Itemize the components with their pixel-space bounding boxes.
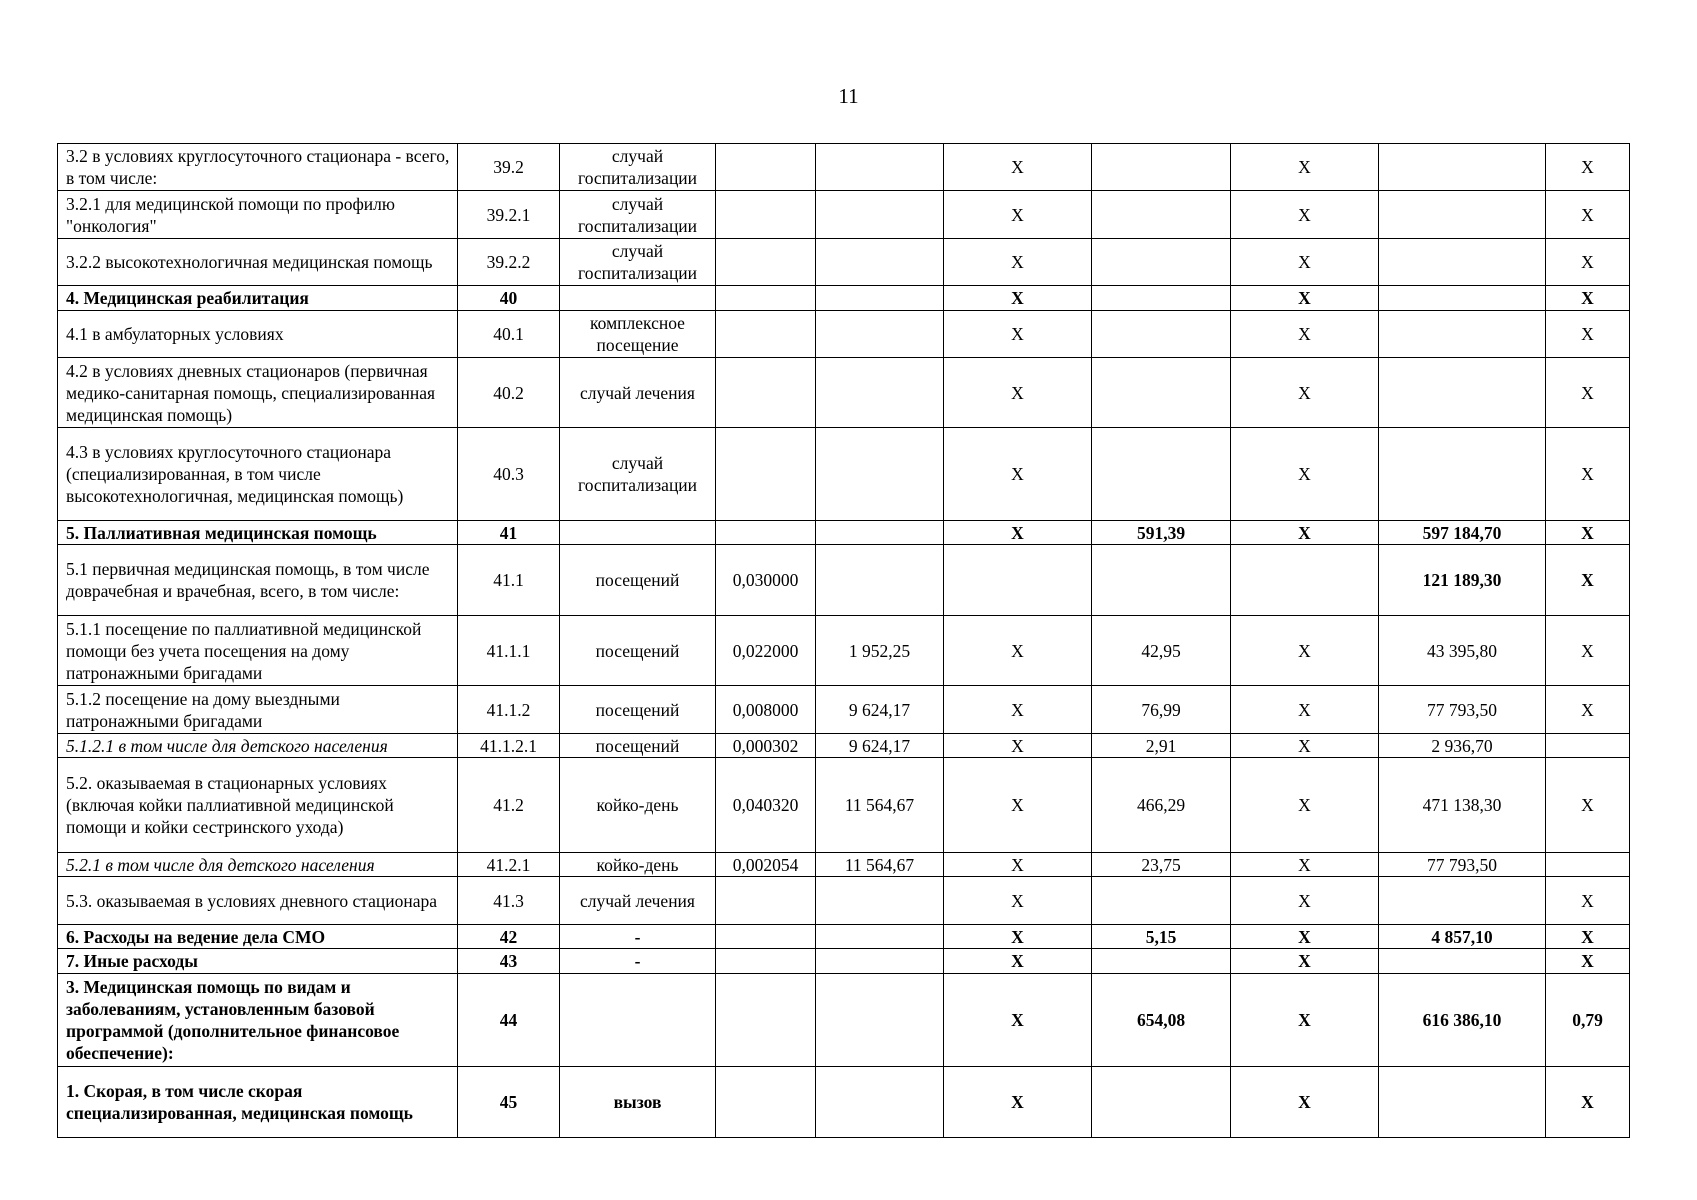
cell-unit: койко-день (560, 758, 716, 853)
cell-budget-total: Х (1231, 853, 1379, 877)
cell-budget-per-capita: Х (944, 734, 1092, 758)
cell-unit: случай госпитализации (560, 428, 716, 521)
cell-name: 5.1.2.1 в том числе для детского населения (58, 734, 458, 758)
cell-budget-per-capita (944, 545, 1092, 616)
cell-budget-total: Х (1231, 877, 1379, 925)
cell-cost-norm (816, 311, 944, 358)
cell-budget-per-capita: Х (944, 1067, 1092, 1138)
table-row (58, 734, 1630, 758)
cell-name: 3.2.2 высокотехнологичная медицинская помощь (58, 239, 458, 286)
table-row (58, 428, 1630, 521)
cell-code: 41.2 (458, 758, 560, 853)
cell-budget-total: Х (1231, 734, 1379, 758)
cell-oms-total: 616 386,10 (1379, 974, 1546, 1067)
cell-name: 5.1 первичная медицинская помощь, в том числе доврачебная и врачебная, всего, в том числе: (58, 545, 458, 616)
cell-cost-norm (816, 286, 944, 311)
cell-percent: Х (1546, 877, 1630, 925)
cell-budget-total: Х (1231, 239, 1379, 286)
cell-unit (560, 286, 716, 311)
cell-oms-total: 2 936,70 (1379, 734, 1546, 758)
cell-name: 4.3 в условиях круглосуточного стационара (специализированная, в том числе высокотехнологичная, медицинская помощь) (58, 428, 458, 521)
cell-oms-per-capita (1092, 1067, 1231, 1138)
cell-oms-total (1379, 286, 1546, 311)
table-row (58, 877, 1630, 925)
cell-name: 6. Расходы на ведение дела СМО (58, 925, 458, 949)
cell-cost-norm (816, 974, 944, 1067)
cell-budget-total: Х (1231, 616, 1379, 686)
cell-volume-norm (716, 428, 816, 521)
cell-name: 7. Иные расходы (58, 949, 458, 974)
cell-percent (1546, 734, 1630, 758)
table-body (58, 144, 1630, 1138)
cell-oms-per-capita (1092, 545, 1231, 616)
cell-code: 40 (458, 286, 560, 311)
cell-cost-norm (816, 877, 944, 925)
cell-oms-total (1379, 239, 1546, 286)
cell-budget-total: Х (1231, 191, 1379, 239)
cell-name: 1. Скорая, в том числе скорая специализированная, медицинская помощь (58, 1067, 458, 1138)
cell-name: 4.1 в амбулаторных условиях (58, 311, 458, 358)
cell-budget-total: Х (1231, 1067, 1379, 1138)
cell-name: 3.2 в условиях круглосуточного стационара - всего, в том числе: (58, 144, 458, 191)
cell-budget-per-capita: Х (944, 925, 1092, 949)
cell-unit: случай госпитализации (560, 191, 716, 239)
cell-oms-total: 121 189,30 (1379, 545, 1546, 616)
cell-name: 3. Медицинская помощь по видам и заболеваниям, установленным базовой программой (дополнительное финансовое обеспечение): (58, 974, 458, 1067)
cell-code: 39.2.2 (458, 239, 560, 286)
cell-oms-total: 77 793,50 (1379, 686, 1546, 734)
cell-cost-norm (816, 925, 944, 949)
table-row (58, 545, 1630, 616)
cell-cost-norm: 9 624,17 (816, 734, 944, 758)
cell-unit: посещений (560, 734, 716, 758)
cell-percent: Х (1546, 616, 1630, 686)
cell-volume-norm (716, 286, 816, 311)
cell-budget-per-capita: Х (944, 358, 1092, 428)
cell-volume-norm (716, 144, 816, 191)
table-row (58, 286, 1630, 311)
cell-budget-per-capita: Х (944, 521, 1092, 545)
cell-code: 41.3 (458, 877, 560, 925)
cell-code: 41.1.2 (458, 686, 560, 734)
cell-percent: Х (1546, 758, 1630, 853)
cell-unit: случай лечения (560, 877, 716, 925)
cell-unit: - (560, 949, 716, 974)
cell-budget-total: Х (1231, 521, 1379, 545)
cell-percent: Х (1546, 686, 1630, 734)
cell-percent: Х (1546, 311, 1630, 358)
cell-unit: посещений (560, 686, 716, 734)
cell-volume-norm: 0,008000 (716, 686, 816, 734)
cell-code: 45 (458, 1067, 560, 1138)
cell-volume-norm: 0,040320 (716, 758, 816, 853)
cell-unit: комплексное посещение (560, 311, 716, 358)
cell-cost-norm (816, 239, 944, 286)
cell-budget-total: Х (1231, 949, 1379, 974)
cell-oms-per-capita (1092, 239, 1231, 286)
cell-name: 4. Медицинская реабилитация (58, 286, 458, 311)
table-row (58, 191, 1630, 239)
table-row (58, 616, 1630, 686)
cell-cost-norm (816, 521, 944, 545)
cell-cost-norm (816, 191, 944, 239)
cell-budget-per-capita: Х (944, 428, 1092, 521)
cell-oms-per-capita (1092, 144, 1231, 191)
cell-percent (1546, 853, 1630, 877)
cell-unit: вызов (560, 1067, 716, 1138)
cell-volume-norm: 0,002054 (716, 853, 816, 877)
cell-unit: случай госпитализации (560, 144, 716, 191)
cell-percent: Х (1546, 949, 1630, 974)
cell-budget-per-capita: Х (944, 286, 1092, 311)
cell-code: 41 (458, 521, 560, 545)
cell-unit: случай лечения (560, 358, 716, 428)
cell-cost-norm (816, 358, 944, 428)
cell-oms-total: 4 857,10 (1379, 925, 1546, 949)
cell-percent: Х (1546, 239, 1630, 286)
cell-budget-per-capita: Х (944, 758, 1092, 853)
cell-budget-total: Х (1231, 428, 1379, 521)
table-row (58, 521, 1630, 545)
cell-oms-per-capita (1092, 311, 1231, 358)
table-row (58, 949, 1630, 974)
cell-volume-norm (716, 925, 816, 949)
cell-oms-per-capita: 23,75 (1092, 853, 1231, 877)
cell-name: 5.2. оказываемая в стационарных условиях (включая койки паллиативной медицинской помощи и койки сестринского ухода) (58, 758, 458, 853)
cell-volume-norm (716, 877, 816, 925)
table-row (58, 853, 1630, 877)
cell-oms-per-capita: 42,95 (1092, 616, 1231, 686)
cell-oms-total (1379, 1067, 1546, 1138)
cell-oms-total (1379, 191, 1546, 239)
cell-oms-total: 471 138,30 (1379, 758, 1546, 853)
cell-budget-per-capita: Х (944, 239, 1092, 286)
cell-volume-norm (716, 358, 816, 428)
cell-unit: - (560, 925, 716, 949)
cell-code: 41.1 (458, 545, 560, 616)
cell-volume-norm: 0,022000 (716, 616, 816, 686)
tariff-table (57, 143, 1630, 1138)
cell-budget-per-capita: Х (944, 974, 1092, 1067)
cell-name: 5.3. оказываемая в условиях дневного стационара (58, 877, 458, 925)
cell-budget-total: Х (1231, 686, 1379, 734)
cell-volume-norm (716, 1067, 816, 1138)
cell-code: 42 (458, 925, 560, 949)
cell-budget-total: Х (1231, 758, 1379, 853)
cell-volume-norm: 0,000302 (716, 734, 816, 758)
cell-cost-norm: 9 624,17 (816, 686, 944, 734)
table-row (58, 974, 1630, 1067)
cell-oms-per-capita (1092, 949, 1231, 974)
cell-cost-norm: 11 564,67 (816, 853, 944, 877)
cell-budget-total: Х (1231, 144, 1379, 191)
table-row (58, 239, 1630, 286)
cell-oms-per-capita (1092, 286, 1231, 311)
cell-name: 4.2 в условиях дневных стационаров (первичная медико-санитарная помощь, специализированная медицинская помощь) (58, 358, 458, 428)
cell-cost-norm (816, 949, 944, 974)
table-row (58, 1067, 1630, 1138)
table-row (58, 311, 1630, 358)
cell-volume-norm (716, 974, 816, 1067)
cell-cost-norm (816, 428, 944, 521)
cell-code: 40.1 (458, 311, 560, 358)
cell-budget-total: Х (1231, 358, 1379, 428)
cell-oms-per-capita (1092, 877, 1231, 925)
cell-code: 44 (458, 974, 560, 1067)
cell-volume-norm (716, 521, 816, 545)
cell-code: 41.1.1 (458, 616, 560, 686)
cell-oms-per-capita (1092, 428, 1231, 521)
cell-budget-total: Х (1231, 925, 1379, 949)
cell-unit: случай госпитализации (560, 239, 716, 286)
cell-budget-per-capita: Х (944, 191, 1092, 239)
cell-name: 5.2.1 в том числе для детского населения (58, 853, 458, 877)
cell-budget-total: Х (1231, 974, 1379, 1067)
cell-oms-total (1379, 949, 1546, 974)
cell-oms-total (1379, 428, 1546, 521)
cell-budget-per-capita: Х (944, 877, 1092, 925)
cell-percent: Х (1546, 286, 1630, 311)
table-row (58, 686, 1630, 734)
cell-budget-per-capita: Х (944, 144, 1092, 191)
table-row (58, 758, 1630, 853)
cell-oms-total (1379, 311, 1546, 358)
table-row (58, 925, 1630, 949)
cell-budget-per-capita: Х (944, 616, 1092, 686)
cell-percent: Х (1546, 144, 1630, 191)
cell-code: 41.1.2.1 (458, 734, 560, 758)
cell-cost-norm: 1 952,25 (816, 616, 944, 686)
cell-budget-per-capita: Х (944, 311, 1092, 358)
cell-oms-per-capita: 591,39 (1092, 521, 1231, 545)
cell-cost-norm (816, 545, 944, 616)
cell-oms-per-capita: 2,91 (1092, 734, 1231, 758)
cell-percent: Х (1546, 1067, 1630, 1138)
cell-code: 43 (458, 949, 560, 974)
cell-oms-total: 43 395,80 (1379, 616, 1546, 686)
cell-volume-norm (716, 949, 816, 974)
table-row (58, 358, 1630, 428)
cell-budget-per-capita: Х (944, 853, 1092, 877)
cell-budget-total: Х (1231, 286, 1379, 311)
cell-unit: посещений (560, 616, 716, 686)
cell-name: 3.2.1 для медицинской помощи по профилю "онкология" (58, 191, 458, 239)
cell-unit (560, 974, 716, 1067)
cell-code: 40.2 (458, 358, 560, 428)
cell-name: 5.1.2 посещение на дому выездными патронажными бригадами (58, 686, 458, 734)
cell-cost-norm: 11 564,67 (816, 758, 944, 853)
cell-percent: Х (1546, 191, 1630, 239)
cell-percent: Х (1546, 521, 1630, 545)
cell-oms-per-capita (1092, 191, 1231, 239)
cell-oms-per-capita (1092, 358, 1231, 428)
cell-oms-per-capita: 76,99 (1092, 686, 1231, 734)
cell-percent: 0,79 (1546, 974, 1630, 1067)
cell-oms-per-capita: 5,15 (1092, 925, 1231, 949)
cell-oms-per-capita: 654,08 (1092, 974, 1231, 1067)
cell-budget-total: Х (1231, 311, 1379, 358)
cell-code: 39.2.1 (458, 191, 560, 239)
cell-cost-norm (816, 144, 944, 191)
cell-oms-per-capita: 466,29 (1092, 758, 1231, 853)
cell-volume-norm: 0,030000 (716, 545, 816, 616)
cell-volume-norm (716, 311, 816, 358)
cell-oms-total: 597 184,70 (1379, 521, 1546, 545)
cell-code: 39.2 (458, 144, 560, 191)
cell-oms-total: 77 793,50 (1379, 853, 1546, 877)
table-row (58, 144, 1630, 191)
cell-unit: посещений (560, 545, 716, 616)
cell-budget-per-capita: Х (944, 949, 1092, 974)
cell-percent: Х (1546, 545, 1630, 616)
cell-oms-total (1379, 144, 1546, 191)
cell-percent: Х (1546, 358, 1630, 428)
cell-oms-total (1379, 358, 1546, 428)
cell-percent: Х (1546, 428, 1630, 521)
cell-volume-norm (716, 239, 816, 286)
cell-code: 40.3 (458, 428, 560, 521)
cell-unit (560, 521, 716, 545)
cell-budget-total (1231, 545, 1379, 616)
cell-oms-total (1379, 877, 1546, 925)
cell-volume-norm (716, 191, 816, 239)
page-number: 11 (838, 84, 859, 108)
cell-budget-per-capita: Х (944, 686, 1092, 734)
cell-unit: койко-день (560, 853, 716, 877)
cell-name: 5. Паллиативная медицинская помощь (58, 521, 458, 545)
cell-percent: Х (1546, 925, 1630, 949)
cell-cost-norm (816, 1067, 944, 1138)
cell-code: 41.2.1 (458, 853, 560, 877)
cell-name: 5.1.1 посещение по паллиативной медицинской помощи без учета посещения на дому патронажными бригадами (58, 616, 458, 686)
